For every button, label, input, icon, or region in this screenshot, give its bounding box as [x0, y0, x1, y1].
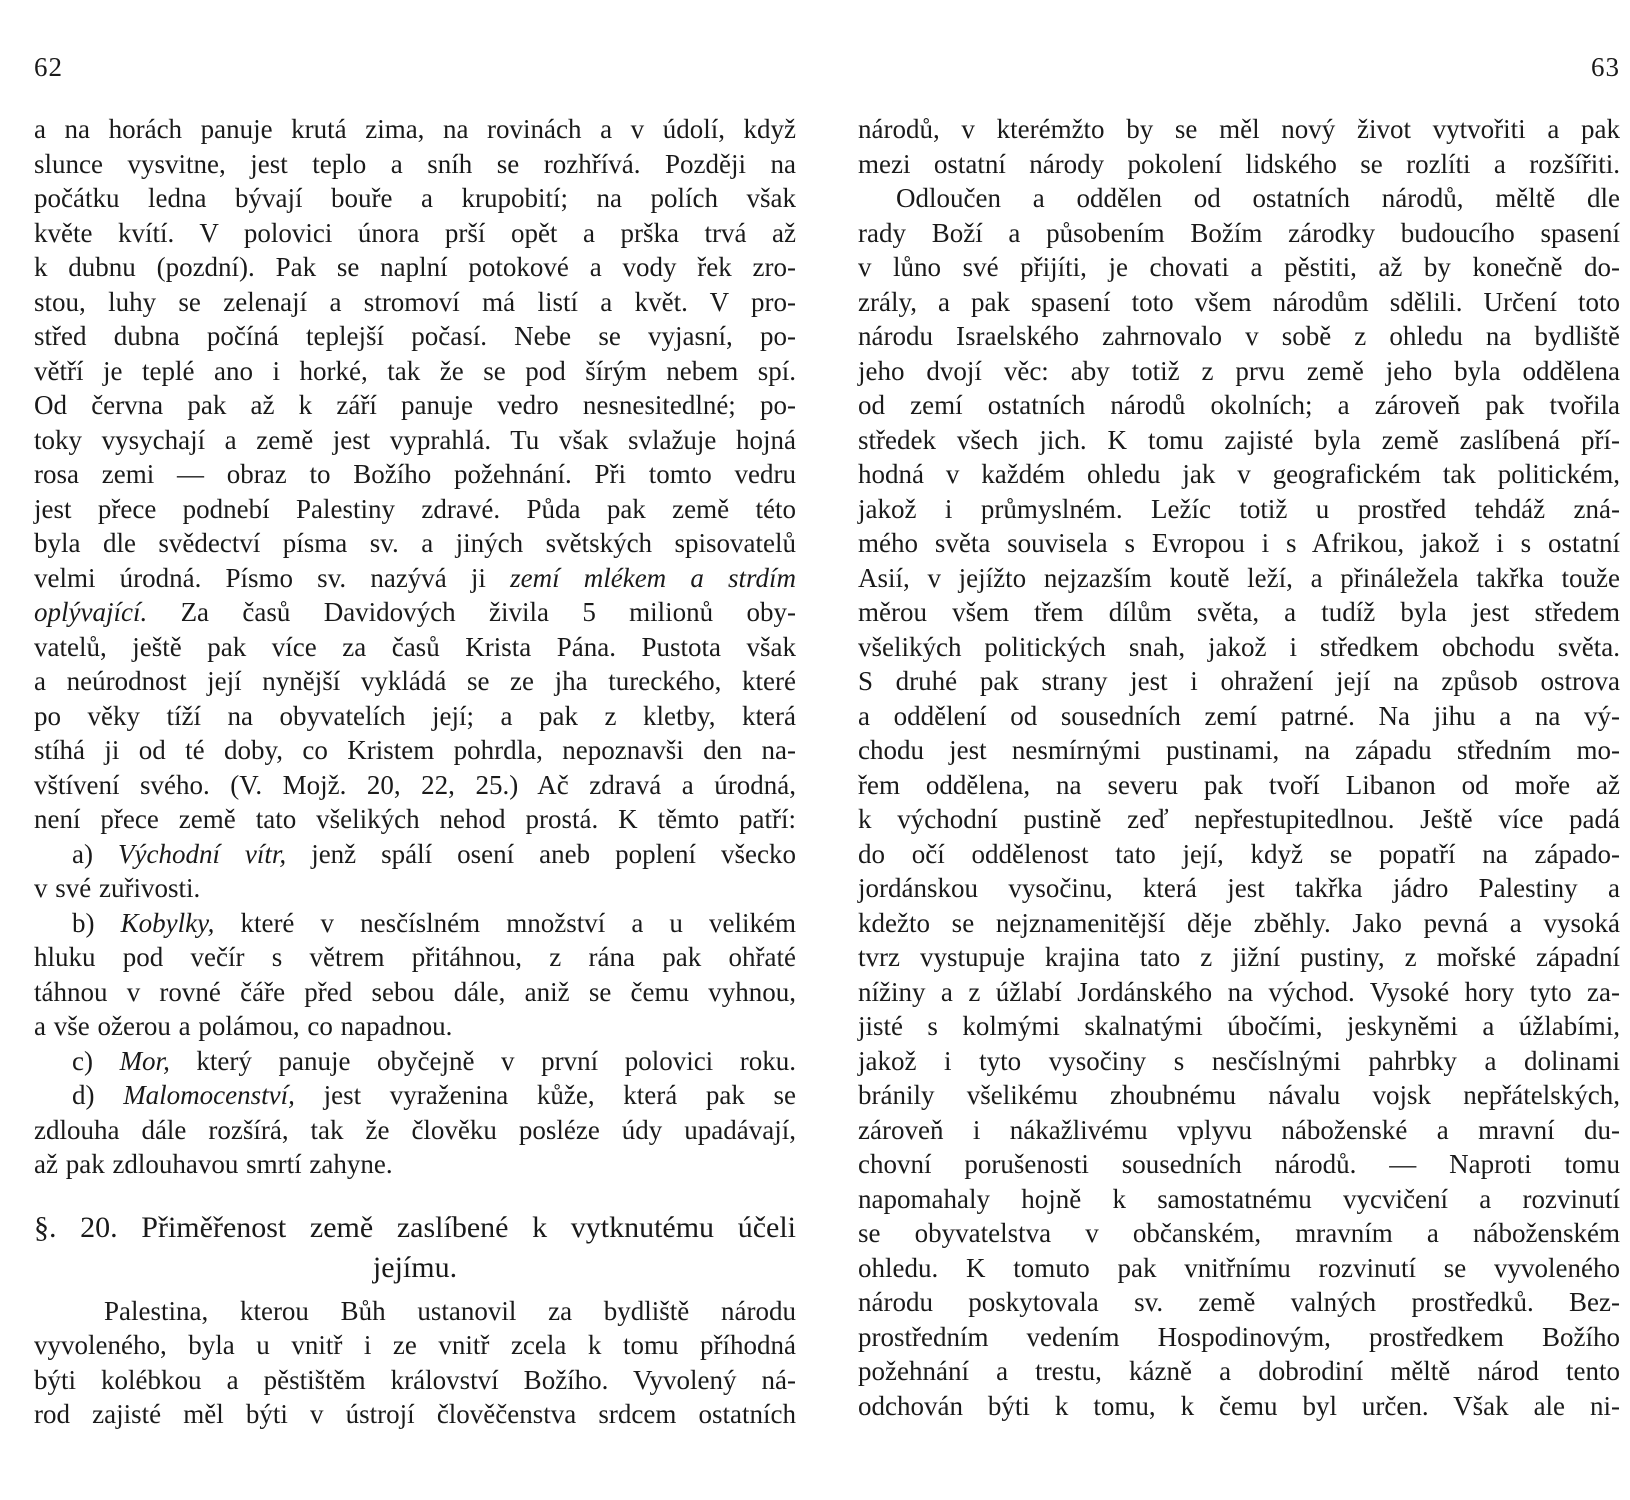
- text-line: národů, v kterémžto by se měl nový život vytvořiti a pak: [858, 114, 1620, 144]
- text-line: Odloučen a oddělen od ostatních národů, měltě dle: [896, 183, 1620, 213]
- text-line: odchován býti k tomu, k čemu byl určen. Však ale ni-: [858, 1390, 1620, 1421]
- section-heading-cont: jejímu.: [372, 1250, 458, 1284]
- italic-phrase: Malomocenství,: [123, 1080, 295, 1110]
- item-marker: c): [72, 1045, 93, 1076]
- text-line: do očí oddělenost tato její, když se popatří na západo-: [858, 838, 1620, 869]
- text-line: střed dubna počíná teplejší počasí. Nebe se vyjasní, po-: [34, 321, 796, 351]
- text-line: a oddělení od sousedních zemí patrné. Na jihu a na vý-: [858, 700, 1620, 731]
- item-marker: b): [72, 907, 95, 938]
- text-span: jest vyraženina kůže, která pak se: [323, 1080, 797, 1110]
- right-page-text: [858, 112, 1620, 1423]
- text-line: nížiny a z úžlabí Jordánského na východ. Vysoké hory tyto za-: [858, 976, 1620, 1007]
- text-line: větří je teplé ano i horké, tak že se pod šírým nebem spí.: [34, 355, 796, 386]
- text-line: zrály, a pak spasení toto všem národům sdělili. Určení toto: [858, 286, 1620, 317]
- text-span: jenž spálí osení aneb poplení všecko: [311, 838, 797, 869]
- list-item-a: [34, 837, 796, 872]
- text-line: rod zajisté měl býti v ústrojí člověčenstva srdcem ostatních: [34, 1399, 796, 1429]
- text-line: stíhá ji od té doby, co Kristem pohrdla, nepoznavši den na-: [34, 735, 796, 765]
- text-line: jisté s kolmými skalnatými úbočími, jeskyněmi a úžlabími,: [858, 1011, 1620, 1041]
- text-line: jakož i průmyslném. Ležíc totiž u prostřed tehdáž zná-: [858, 493, 1620, 524]
- text-line: středek všech jich. K tomu zajisté byla země zaslíbená pří-: [858, 424, 1620, 455]
- text-line: není přece země tato všelikých nehod prostá. K těmto patří:: [34, 804, 796, 834]
- text-line: k východní pustině zeď nepřestupitedlnou. Ještě více padá: [858, 804, 1620, 834]
- text-line: kdežto se nejznamenitější děje zběhly. Jako pevná a vysoká: [858, 907, 1620, 938]
- left-page-text: [34, 112, 796, 1432]
- text-line: hluku pod večír s větrem přitáhnou, z rána pak ohřaté: [34, 942, 796, 972]
- text-line: k dubnu (pozdní). Pak se naplní potokové a vody řek zro-: [34, 252, 796, 282]
- text-line: stou, luhy se zelenají a stromoví má listí a květ. V pro-: [34, 286, 796, 317]
- text-line: a vše ožerou a polámou, co napadnou.: [34, 1011, 453, 1041]
- text-line: po věky tíží na obyvatelích její; a pak z kletby, která: [34, 700, 796, 731]
- text-span: které v nesčíslném množství a u velikém: [240, 907, 796, 938]
- text-line: květe kvítí. V polovici února prší opět a prška trvá až: [34, 217, 796, 248]
- left-page: [34, 0, 796, 1500]
- text-line: jest přece podnebí Palestiny zdravé. Půda pak země této: [34, 493, 796, 524]
- text-line: prostředním vedením Hospodinovým, prostředkem Božího: [858, 1321, 1620, 1352]
- text-span: Za časů Davidových živila 5 milionů oby-: [180, 597, 797, 627]
- text-line: mého světa souvisela s Evropou i s Afrikou, jakož i s ostatní: [858, 528, 1620, 558]
- italic-phrase: Mor,: [119, 1045, 170, 1076]
- italic-phrase: oplývající.: [34, 597, 148, 627]
- text-line: táhnou v rovné čáře před sebou dále, aniž se čemu vyhnou,: [34, 976, 796, 1007]
- text-line: řem oddělena, na severu pak tvoří Libanon od moře až: [858, 769, 1620, 800]
- text-line: rosa zemi — obraz to Božího požehnání. Při tomto vedru: [34, 459, 796, 489]
- italic-phrase: Kobylky,: [120, 907, 215, 938]
- text-line: byla dle svědectví písma sv. a jiných světských spisovatelů: [34, 528, 796, 558]
- text-span: který panuje obyčejně v první polovici roku.: [196, 1045, 796, 1076]
- text-line: požehnání a trestu, kázně a dobrodiní měltě národ tento: [858, 1356, 1620, 1386]
- text-line: v své zuřivosti.: [34, 873, 201, 903]
- italic-phrase: Východní vítr,: [117, 838, 287, 869]
- text-line: počátku ledna bývají bouře a krupobití; na polích však: [34, 183, 796, 213]
- text-line: Od června pak až k září panuje vedro nesnesitedlné; po-: [34, 390, 796, 420]
- text-line: bránily všelikému zhoubnému návalu vojsk nepřátelských,: [858, 1080, 1620, 1110]
- list-item-d: [34, 1078, 796, 1113]
- text-line: od zemí ostatních národů okolních; a zároveň pak tvořila: [858, 390, 1620, 420]
- text-line: Palestina, kterou Bůh ustanovil za bydliště národu: [104, 1295, 796, 1326]
- text-line: a na horách panuje krutá zima, na rovinách a v údolí, když: [34, 114, 796, 144]
- text-line: napomahaly hojně k samostatnému vycvičení a rozvinutí: [858, 1183, 1620, 1214]
- text-line: [34, 561, 796, 596]
- text-line: se obyvatelstva v občanském, mravním a náboženském: [858, 1218, 1620, 1248]
- text-line: vatelů, ještě pak více za časů Krista Pána. Pustota však: [34, 631, 796, 662]
- text-line: Asií, v jejížto nejzazším koutě leží, a přináležela takřka touže: [858, 562, 1620, 593]
- text-line: jeho dvojí věc: aby totiž z prvu země jeho byla oddělena: [858, 355, 1620, 386]
- list-item-b: [34, 906, 796, 941]
- list-item-c: [34, 1044, 796, 1079]
- text-line: rady Boží a působením Božím zárodky budoucího spasení: [858, 217, 1620, 248]
- text-line: [34, 595, 796, 630]
- page-number: 62: [34, 52, 63, 82]
- text-line: tvrz vystupuje krajina tato z jižní pustiny, z mořské západní: [858, 942, 1620, 972]
- text-line: jakož i tyto vysočiny s nesčíslnými pahrbky a dolinami: [858, 1045, 1620, 1076]
- section-heading: §. 20. Přiměřenost země zaslíbené k vytknutému účeli: [34, 1210, 796, 1244]
- text-line: ohledu. K tomuto pak vnitřnímu rozvinutí se vyvoleného: [858, 1252, 1620, 1283]
- text-line: národu Israelského zahrnovalo v sobě z ohledu na bydliště: [858, 321, 1620, 351]
- text-line: národu poskytovala sv. země valných prostředků. Bez-: [858, 1287, 1620, 1317]
- text-line: S druhé pak strany jest i ohražení její na způsob ostrova: [858, 666, 1620, 696]
- page-number: 63: [1591, 52, 1620, 82]
- item-marker: d): [72, 1080, 95, 1110]
- text-line: a neúrodnost její nynější vykládá se ze jha tureckého, které: [34, 666, 796, 696]
- text-line: býti kolébkou a pěstištěm království Božího. Vyvolený ná-: [34, 1364, 796, 1395]
- text-span: velmi úrodná. Písmo sv. nazývá ji: [34, 562, 486, 593]
- text-line: v lůno své přijíti, je chovati a pěstiti, až by konečně do-: [858, 252, 1620, 282]
- text-line: toky vysychají a země jest vyprahlá. Tu však svlažuje hojná: [34, 424, 796, 455]
- text-line: slunce vysvitne, jest teplo a sníh se rozhřívá. Později na: [34, 148, 796, 179]
- text-line: chovní porušenosti sousedních národů. — Naproti tomu: [858, 1149, 1620, 1179]
- text-line: zároveň i nákažlivému vplyvu náboženské a mravní du-: [858, 1114, 1620, 1145]
- text-line: chodu jest nesmírnými pustinami, na západu středním mo-: [858, 735, 1620, 765]
- text-line: všelikých politických snah, jakož i středkem obchodu světa.: [858, 631, 1620, 662]
- text-line: měrou všem třem dílům světa, a tudíž byla jest středem: [858, 597, 1620, 627]
- text-line: hodná v každém ohledu jak v geografickém tak politickém,: [858, 459, 1620, 489]
- italic-phrase: zemí mlékem a strdím: [510, 562, 796, 593]
- right-page: [858, 0, 1620, 1500]
- text-line: mezi ostatní národy pokolení lidského se rozlíti a rozšířiti.: [858, 148, 1620, 179]
- text-line: jordánskou vysočinu, která jest takřka jádro Palestiny a: [858, 873, 1620, 903]
- text-line: vyvoleného, byla u vnitř i ze vnitř zcela k tomu příhodná: [34, 1330, 796, 1360]
- item-marker: a): [72, 838, 93, 869]
- spacer: [34, 1182, 796, 1208]
- text-line: až pak zdlouhavou smrtí zahyne.: [34, 1149, 393, 1179]
- text-line: vštívení svého. (V. Mojž. 20, 22, 25.) Ač zdravá a úrodná,: [34, 769, 796, 800]
- text-line: zdlouha dále rozšírá, tak že člověku posléze údy upadávají,: [34, 1114, 796, 1145]
